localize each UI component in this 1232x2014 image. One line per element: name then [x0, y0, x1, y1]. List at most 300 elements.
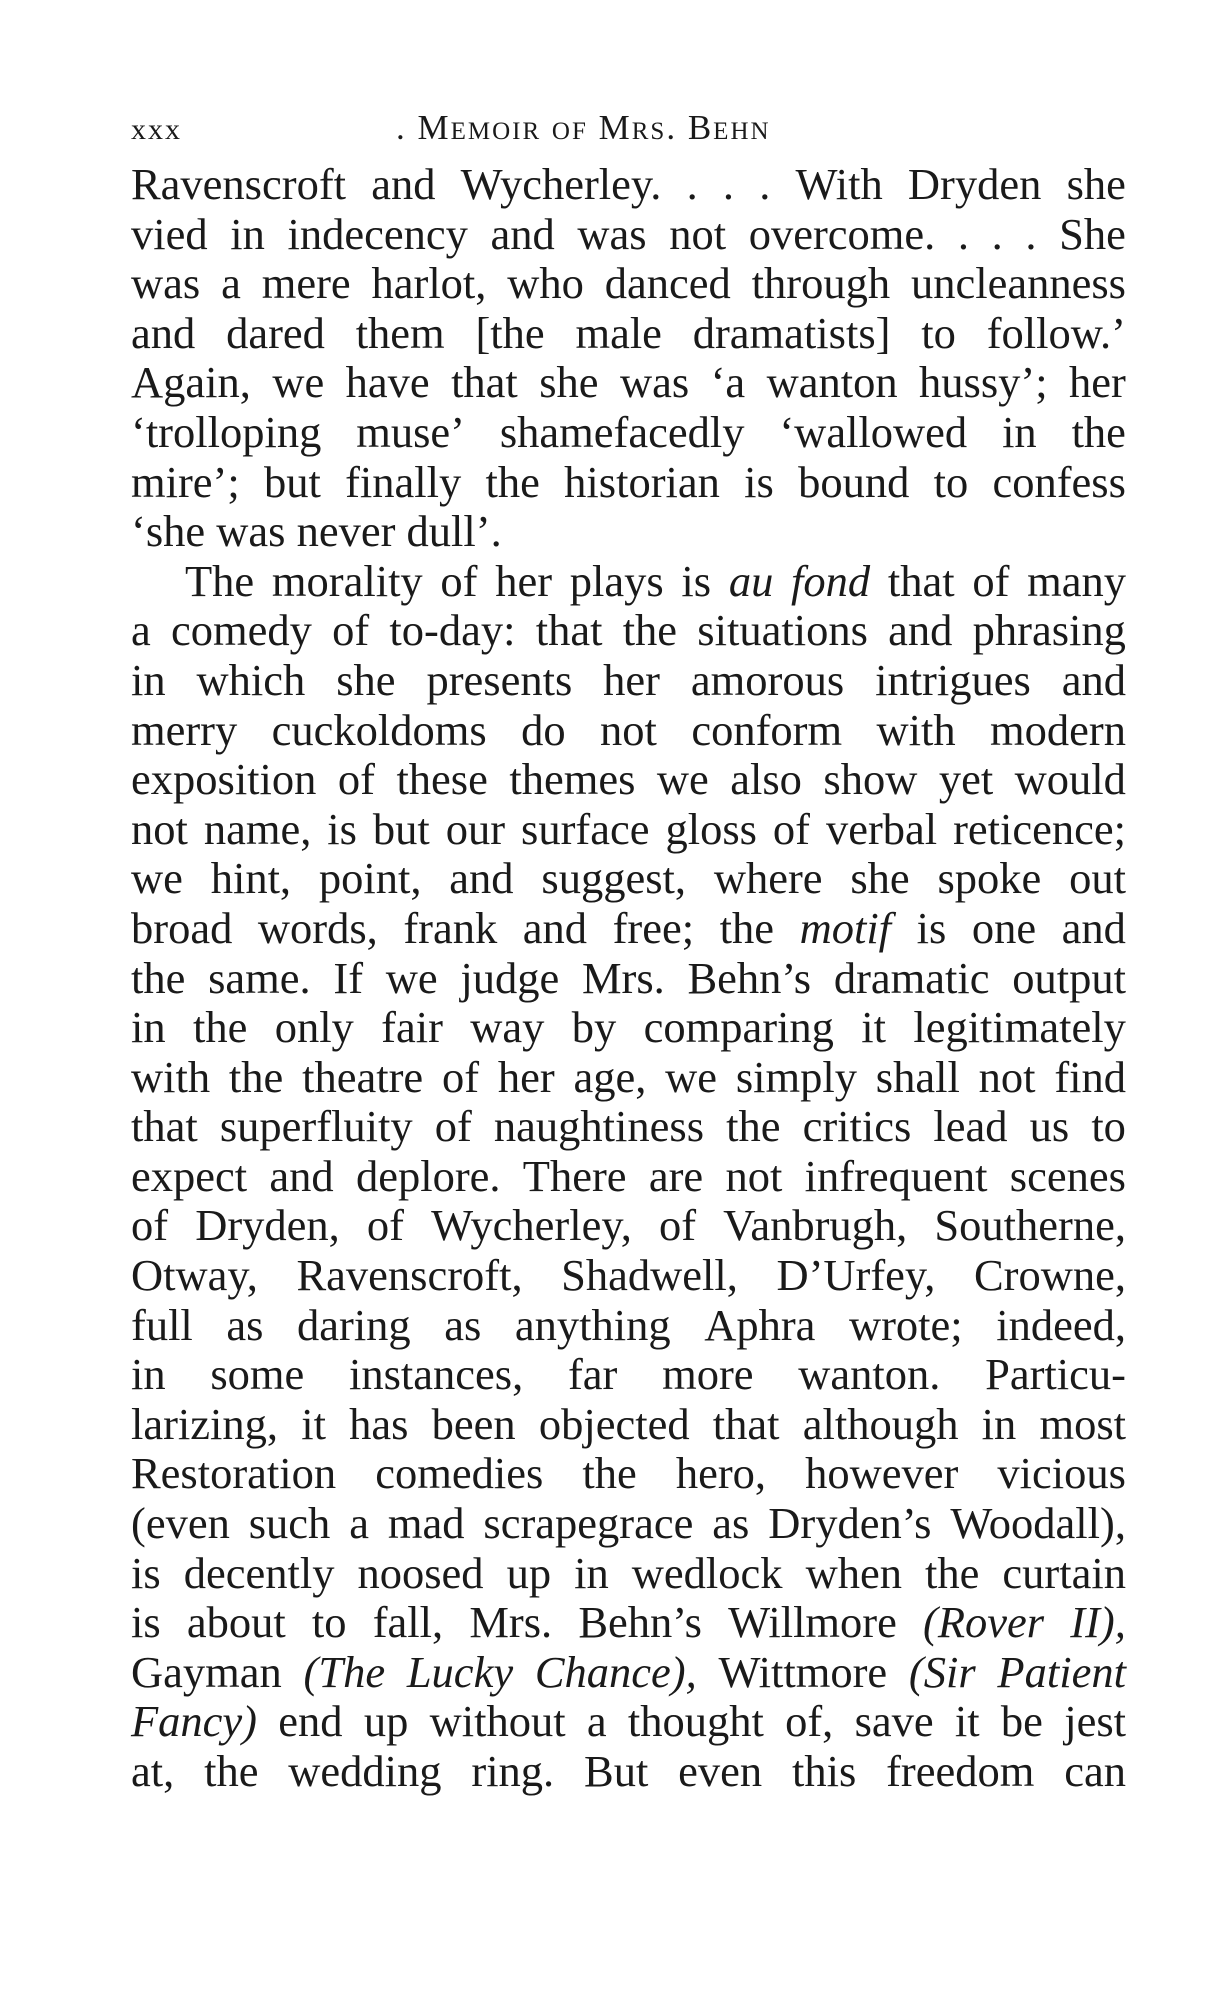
- running-head: [131, 108, 1126, 158]
- word: output: [1012, 952, 1126, 1003]
- word: Wittmore: [718, 1646, 888, 1697]
- word: these: [396, 754, 488, 805]
- text-line: [131, 1697, 1126, 1747]
- word: indecency: [287, 208, 468, 259]
- word: Gayman: [131, 1646, 282, 1697]
- word: dramatists]: [692, 307, 891, 358]
- word: historian: [564, 456, 720, 507]
- word: .: [1025, 208, 1037, 259]
- word: Chance),: [534, 1646, 697, 1697]
- word: mere: [261, 258, 351, 309]
- word: of: [366, 1200, 404, 1251]
- word: that: [535, 605, 603, 656]
- word: Woodall),: [950, 1498, 1126, 1549]
- word: Ravenscroft: [131, 159, 347, 209]
- word: wedlock: [631, 1547, 783, 1598]
- word: of: [772, 803, 810, 854]
- word: is: [916, 902, 947, 953]
- word: of: [332, 605, 370, 656]
- word: this: [791, 1746, 857, 1796]
- word: age,: [573, 1051, 647, 1102]
- word: we: [272, 357, 325, 408]
- word: lead: [933, 1101, 1008, 1152]
- word: muse’: [356, 406, 465, 457]
- word: she: [850, 853, 910, 904]
- text-line: [131, 755, 1126, 805]
- word: II),: [1070, 1597, 1126, 1648]
- word: jest: [1064, 1696, 1126, 1747]
- word: cuckoldoms: [271, 704, 487, 755]
- word: have: [345, 357, 430, 408]
- word: can: [1064, 1746, 1126, 1796]
- word: where: [713, 853, 823, 904]
- word: simply: [735, 1051, 857, 1102]
- word: hussy’;: [919, 357, 1048, 408]
- word: suggest,: [541, 853, 686, 904]
- text-line: [131, 408, 1126, 458]
- word: freedom: [886, 1746, 1035, 1796]
- text-line: [131, 1400, 1126, 1450]
- text-line: [131, 1747, 1126, 1797]
- word: would: [1014, 754, 1126, 805]
- word: we: [665, 1051, 718, 1102]
- word: dared: [226, 307, 325, 358]
- word: is: [327, 803, 357, 854]
- word: which: [196, 654, 306, 705]
- word: intrigues: [875, 654, 1031, 705]
- word: decently: [183, 1547, 335, 1598]
- word: scenes: [1009, 1150, 1126, 1201]
- word: end: [278, 1696, 343, 1747]
- text-line: [131, 706, 1126, 756]
- word: the: [1071, 406, 1126, 457]
- text-line: [131, 1201, 1126, 1251]
- word: of: [131, 1200, 169, 1251]
- word: Patient: [997, 1646, 1126, 1697]
- word: as: [226, 1299, 264, 1350]
- text-line: [131, 1499, 1126, 1549]
- word: Otway,: [131, 1250, 258, 1301]
- word: words,: [257, 902, 378, 953]
- word: up: [363, 1696, 409, 1747]
- word: bound: [798, 456, 910, 507]
- word: to: [311, 1597, 347, 1648]
- word: who: [507, 258, 584, 309]
- word: Behn’s: [687, 952, 812, 1003]
- word: same.: [208, 952, 311, 1003]
- word: we: [385, 952, 438, 1003]
- word: in: [230, 208, 265, 259]
- word: wanton: [766, 357, 898, 408]
- word: daring: [297, 1299, 411, 1350]
- body-text: [131, 160, 1126, 1797]
- word: of: [441, 1051, 480, 1102]
- word: of: [658, 1200, 697, 1251]
- word: of: [434, 1101, 472, 1152]
- word: comparing: [643, 1002, 834, 1053]
- word: with: [876, 704, 956, 755]
- text-line: [131, 1301, 1126, 1351]
- word: comedies: [375, 1448, 544, 1499]
- word: a: [586, 1696, 607, 1747]
- word: There: [522, 1150, 627, 1201]
- word: Crowne,: [973, 1250, 1126, 1301]
- word: her: [495, 555, 553, 606]
- word: and: [269, 1150, 334, 1201]
- word: indeed,: [996, 1299, 1126, 1350]
- word: reticence;: [953, 803, 1126, 854]
- word: au: [728, 555, 774, 606]
- text-line: [131, 160, 1126, 210]
- word: a: [221, 258, 241, 309]
- text-line: [131, 1549, 1126, 1599]
- word: fall,: [372, 1597, 444, 1648]
- word: scrapegrace: [483, 1498, 694, 1549]
- word: instances,: [349, 1349, 524, 1400]
- word: the: [719, 902, 775, 953]
- word: one: [971, 902, 1037, 953]
- word: in: [131, 1002, 166, 1053]
- word: mire’;: [131, 456, 240, 507]
- word: us: [1029, 1101, 1070, 1152]
- word: to: [921, 307, 956, 358]
- text-line: [131, 309, 1126, 359]
- word: But: [584, 1746, 649, 1796]
- word: the: [925, 1547, 980, 1598]
- word: it: [954, 1696, 980, 1747]
- word: gloss: [665, 803, 757, 854]
- word: amorous: [690, 654, 845, 705]
- word: Lucky: [406, 1646, 514, 1697]
- word: are: [648, 1150, 704, 1201]
- word: broad: [131, 902, 233, 953]
- word: in: [574, 1547, 609, 1598]
- word: and: [522, 902, 588, 953]
- text-line: [131, 259, 1126, 309]
- word: not: [131, 803, 188, 854]
- word: through: [751, 258, 891, 309]
- word: judge: [460, 952, 560, 1003]
- word: vied: [131, 208, 208, 259]
- text-line: [131, 557, 1126, 607]
- word: is: [131, 1597, 161, 1648]
- word: harlot,: [371, 258, 487, 309]
- word: themes: [509, 754, 636, 805]
- word: at,: [131, 1746, 175, 1796]
- word: Shadwell,: [561, 1250, 738, 1301]
- word: about: [186, 1597, 286, 1648]
- word: presents: [426, 654, 573, 705]
- word: thought: [627, 1696, 764, 1747]
- text-line: [131, 210, 1126, 260]
- word: was: [577, 208, 647, 259]
- word: full: [131, 1299, 193, 1350]
- word: The: [185, 555, 255, 606]
- word: morality: [271, 555, 423, 606]
- word: more: [662, 1349, 754, 1400]
- word: and: [449, 853, 514, 904]
- word: hero,: [675, 1448, 767, 1499]
- word: ring.: [471, 1746, 555, 1796]
- word: save: [854, 1696, 934, 1747]
- word: not: [725, 1150, 783, 1201]
- word: she: [539, 357, 599, 408]
- word: do: [521, 704, 566, 755]
- word: objected: [538, 1398, 690, 1449]
- word: modern: [990, 704, 1126, 755]
- word: Wycherley.: [460, 159, 662, 209]
- word: merry: [131, 704, 238, 755]
- word: she: [1066, 159, 1126, 209]
- word: most: [1039, 1398, 1126, 1449]
- word: she: [336, 654, 396, 705]
- word: a: [349, 1498, 369, 1549]
- word: danced: [604, 258, 731, 309]
- page-number: xxx: [131, 113, 182, 146]
- word: in: [981, 1398, 1017, 1449]
- word: not: [669, 208, 727, 259]
- word: .: [759, 159, 771, 209]
- word: (Rover: [923, 1597, 1045, 1648]
- text-line: [131, 1449, 1126, 1499]
- word: the: [131, 952, 186, 1003]
- word: and: [490, 208, 555, 259]
- word: of: [972, 555, 1010, 606]
- word: ‘wallowed: [779, 406, 968, 457]
- word: the: [485, 456, 540, 507]
- word: hint,: [210, 853, 292, 904]
- word: even: [678, 1746, 763, 1796]
- word: Mrs.: [469, 1597, 553, 1648]
- word: [the: [475, 307, 545, 358]
- text-line: [131, 1350, 1126, 1400]
- word: we: [656, 754, 709, 805]
- word: motif: [799, 902, 892, 953]
- word: of: [440, 555, 478, 606]
- word: and: [1061, 902, 1126, 953]
- word: vicious: [997, 1448, 1126, 1499]
- word: many: [1027, 555, 1126, 606]
- word: without: [429, 1696, 566, 1747]
- word: but: [372, 803, 430, 854]
- word: the: [228, 1051, 284, 1102]
- word: expect: [131, 1150, 248, 1201]
- word: yet: [938, 754, 994, 805]
- word: Willmore: [728, 1597, 897, 1648]
- word: curtain: [1002, 1547, 1126, 1598]
- word: it: [861, 1002, 886, 1053]
- word: Aphra: [704, 1299, 816, 1350]
- word: (Sir: [908, 1646, 976, 1697]
- word: larizing,: [131, 1398, 279, 1449]
- word: was: [131, 258, 201, 309]
- word: dramatic: [833, 952, 990, 1003]
- word: mad: [387, 1498, 465, 1549]
- word: .: [722, 159, 735, 209]
- word: as: [712, 1498, 750, 1549]
- word: in: [131, 1349, 166, 1400]
- word: deplore.: [355, 1150, 501, 1201]
- word: her: [1069, 357, 1126, 408]
- word: is: [744, 456, 774, 507]
- word: also: [730, 754, 802, 805]
- word: finally: [345, 456, 462, 507]
- word: such: [248, 1498, 331, 1549]
- text-line: [131, 954, 1126, 1004]
- text-line: [131, 358, 1126, 408]
- word: find: [1054, 1051, 1126, 1102]
- text-line: [131, 1648, 1126, 1698]
- word: conform: [691, 704, 843, 755]
- text-line: [131, 1251, 1126, 1301]
- word: that: [131, 1101, 198, 1152]
- word: exposition: [131, 754, 317, 805]
- word: anything: [514, 1299, 671, 1350]
- word: frank: [403, 902, 498, 953]
- word: .: [686, 159, 698, 209]
- word: legitimately: [913, 1002, 1126, 1053]
- word: up: [506, 1547, 552, 1598]
- word: verbal: [825, 803, 938, 854]
- text-line: [131, 805, 1126, 855]
- word: plays: [569, 555, 664, 606]
- word: follow.’: [986, 307, 1126, 358]
- word: critics: [802, 1101, 912, 1152]
- word: that: [712, 1398, 780, 1449]
- word: point,: [318, 853, 422, 904]
- text-line: [131, 1598, 1126, 1648]
- word: only: [274, 1002, 354, 1053]
- word: a: [131, 605, 151, 656]
- word: the: [582, 1448, 637, 1499]
- text-line: [131, 1053, 1126, 1103]
- text-line: [131, 1102, 1126, 1152]
- word: Southerne,: [934, 1200, 1126, 1251]
- word: D’Urfey,: [776, 1250, 936, 1301]
- book-page: [131, 108, 1126, 1797]
- text-line: [131, 507, 1126, 557]
- text-line: [131, 656, 1126, 706]
- word: She: [1059, 208, 1126, 259]
- word: wedding: [288, 1746, 442, 1796]
- word: uncleanness: [910, 258, 1126, 309]
- word: free;: [612, 902, 695, 953]
- word: was: [619, 357, 690, 408]
- word: shamefacedly: [499, 406, 745, 457]
- word: is: [131, 1547, 161, 1598]
- word: (even: [131, 1498, 230, 1549]
- word: to-day:: [389, 605, 516, 656]
- word: male: [575, 307, 662, 358]
- running-title: . Memoir of Mrs. Behn: [396, 108, 771, 147]
- text-line: [131, 1152, 1126, 1202]
- word: Vanbrugh,: [723, 1200, 908, 1251]
- word: theatre: [302, 1051, 424, 1102]
- word: Dryden: [907, 159, 1042, 209]
- word: confess: [992, 456, 1126, 507]
- word: when: [805, 1547, 902, 1598]
- word: Ravenscroft,: [296, 1250, 523, 1301]
- word: far: [567, 1349, 618, 1400]
- word: show: [823, 754, 918, 805]
- word: Dryden,: [195, 1200, 340, 1251]
- word: situations: [697, 605, 868, 656]
- word: phrasing: [972, 605, 1126, 656]
- word: the: [726, 1101, 781, 1152]
- word: not: [978, 1051, 1036, 1102]
- word: surface: [521, 803, 650, 854]
- word: and: [371, 159, 436, 209]
- word: (The: [303, 1646, 386, 1697]
- word: name,: [203, 803, 312, 854]
- word: spoke: [937, 853, 1042, 904]
- word: way: [470, 1002, 545, 1053]
- line-text: ‘she was never dull’.: [131, 506, 502, 557]
- word: Dryden’s: [768, 1498, 932, 1549]
- word: wanton.: [798, 1349, 941, 1400]
- word: has: [349, 1398, 409, 1449]
- word: be: [1000, 1696, 1043, 1747]
- text-line: [131, 1003, 1126, 1053]
- word: the: [192, 1002, 248, 1053]
- word: infrequent: [804, 1150, 988, 1201]
- word: we: [131, 853, 183, 904]
- word: ‘trolloping: [131, 406, 322, 457]
- word: it: [301, 1398, 326, 1449]
- word: been: [431, 1398, 516, 1449]
- word: our: [445, 803, 506, 854]
- word: in: [1002, 406, 1037, 457]
- word: the: [204, 1746, 259, 1796]
- word: Restoration: [131, 1448, 337, 1499]
- word: superfluity: [219, 1101, 413, 1152]
- word: and: [131, 307, 196, 358]
- word: fair: [381, 1002, 443, 1053]
- word: although: [802, 1398, 959, 1449]
- word: to: [933, 456, 969, 507]
- word: her: [603, 654, 660, 705]
- word: Again,: [131, 357, 251, 408]
- text-line: [131, 854, 1126, 904]
- word: noosed: [357, 1547, 484, 1598]
- word: If: [333, 952, 364, 1003]
- word: fond: [791, 555, 871, 606]
- word: in: [131, 654, 166, 705]
- word: with: [131, 1051, 211, 1102]
- word: With: [795, 159, 883, 209]
- word: wrote;: [848, 1299, 963, 1350]
- word: to: [1091, 1101, 1126, 1152]
- word: .: [991, 208, 1003, 259]
- word: of: [337, 754, 375, 805]
- word: however: [805, 1448, 959, 1499]
- word: and: [1061, 654, 1126, 705]
- word: out: [1069, 853, 1126, 904]
- word: the: [622, 605, 678, 656]
- word: Wycherley,: [431, 1200, 632, 1251]
- text-line: [131, 904, 1126, 954]
- word: but: [263, 456, 321, 507]
- word: some: [210, 1349, 305, 1400]
- word: her: [497, 1051, 555, 1102]
- word: of,: [785, 1696, 834, 1747]
- word: that: [887, 555, 955, 606]
- word: Particu-: [985, 1349, 1126, 1400]
- word: Fancy): [131, 1696, 258, 1747]
- word: .: [957, 208, 970, 259]
- word: Mrs.: [581, 952, 665, 1003]
- word: overcome.: [748, 208, 936, 259]
